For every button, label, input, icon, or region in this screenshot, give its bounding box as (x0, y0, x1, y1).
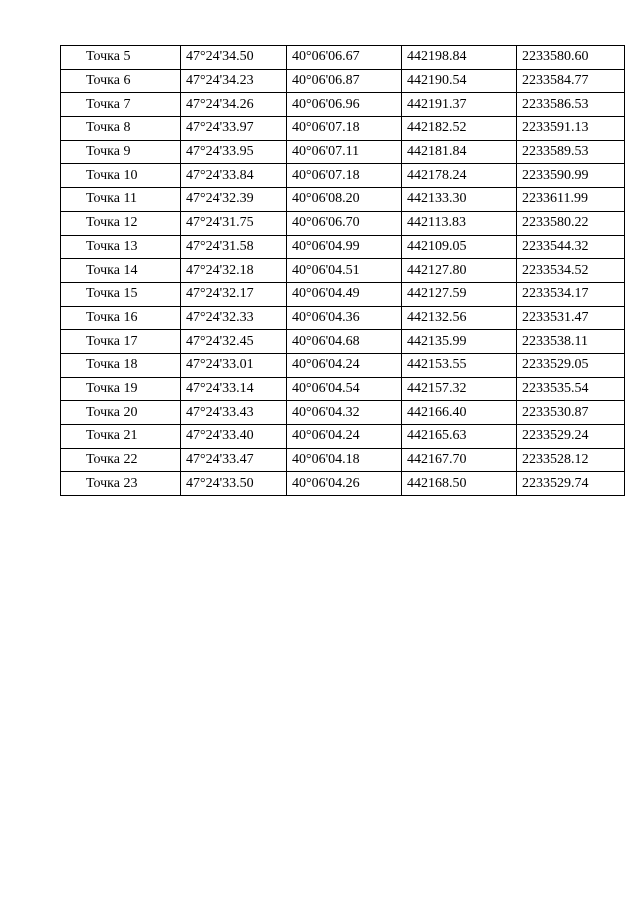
table-row (61, 330, 625, 354)
latitude-cell: 47°24'32.18 (181, 259, 287, 283)
point-name-cell: Точка 9 (61, 140, 181, 164)
table-row (61, 353, 625, 377)
latitude-cell: 47°24'33.40 (181, 425, 287, 449)
x-coordinate-cell: 442127.59 (402, 282, 517, 306)
y-coordinate-cell: 2233531.47 (517, 306, 625, 330)
table-row (61, 472, 625, 496)
latitude-cell: 47°24'32.33 (181, 306, 287, 330)
longitude-cell: 40°06'07.18 (287, 164, 402, 188)
latitude-cell: 47°24'33.95 (181, 140, 287, 164)
point-name-cell: Точка 19 (61, 377, 181, 401)
table-row (61, 164, 625, 188)
longitude-cell: 40°06'08.20 (287, 188, 402, 212)
table-row (61, 448, 625, 472)
point-name-cell: Точка 5 (61, 46, 181, 70)
x-coordinate-cell: 442109.05 (402, 235, 517, 259)
point-name-cell: Точка 22 (61, 448, 181, 472)
latitude-cell: 47°24'33.01 (181, 353, 287, 377)
y-coordinate-cell: 2233580.22 (517, 211, 625, 235)
table-row (61, 140, 625, 164)
point-name-cell: Точка 13 (61, 235, 181, 259)
latitude-cell: 47°24'33.97 (181, 117, 287, 141)
y-coordinate-cell: 2233534.17 (517, 282, 625, 306)
longitude-cell: 40°06'04.18 (287, 448, 402, 472)
point-name-cell: Точка 6 (61, 69, 181, 93)
longitude-cell: 40°06'07.18 (287, 117, 402, 141)
y-coordinate-cell: 2233591.13 (517, 117, 625, 141)
table-row (61, 46, 625, 70)
longitude-cell: 40°06'04.36 (287, 306, 402, 330)
x-coordinate-cell: 442113.83 (402, 211, 517, 235)
latitude-cell: 47°24'32.17 (181, 282, 287, 306)
point-name-cell: Точка 14 (61, 259, 181, 283)
y-coordinate-cell: 2233611.99 (517, 188, 625, 212)
table-row (61, 211, 625, 235)
x-coordinate-cell: 442190.54 (402, 69, 517, 93)
y-coordinate-cell: 2233590.99 (517, 164, 625, 188)
longitude-cell: 40°06'06.67 (287, 46, 402, 70)
y-coordinate-cell: 2233529.74 (517, 472, 625, 496)
point-name-cell: Точка 12 (61, 211, 181, 235)
x-coordinate-cell: 442182.52 (402, 117, 517, 141)
latitude-cell: 47°24'34.26 (181, 93, 287, 117)
longitude-cell: 40°06'06.96 (287, 93, 402, 117)
point-name-cell: Точка 10 (61, 164, 181, 188)
coordinates-table (60, 45, 625, 496)
longitude-cell: 40°06'04.26 (287, 472, 402, 496)
x-coordinate-cell: 442135.99 (402, 330, 517, 354)
latitude-cell: 47°24'32.39 (181, 188, 287, 212)
point-name-cell: Точка 8 (61, 117, 181, 141)
x-coordinate-cell: 442127.80 (402, 259, 517, 283)
latitude-cell: 47°24'33.43 (181, 401, 287, 425)
y-coordinate-cell: 2233580.60 (517, 46, 625, 70)
table-row (61, 282, 625, 306)
latitude-cell: 47°24'31.58 (181, 235, 287, 259)
latitude-cell: 47°24'33.47 (181, 448, 287, 472)
y-coordinate-cell: 2233530.87 (517, 401, 625, 425)
coordinates-table-body (61, 46, 625, 496)
longitude-cell: 40°06'06.87 (287, 69, 402, 93)
point-name-cell: Точка 16 (61, 306, 181, 330)
table-row (61, 69, 625, 93)
table-row (61, 377, 625, 401)
point-name-cell: Точка 11 (61, 188, 181, 212)
longitude-cell: 40°06'04.32 (287, 401, 402, 425)
y-coordinate-cell: 2233586.53 (517, 93, 625, 117)
latitude-cell: 47°24'33.50 (181, 472, 287, 496)
x-coordinate-cell: 442181.84 (402, 140, 517, 164)
x-coordinate-cell: 442178.24 (402, 164, 517, 188)
latitude-cell: 47°24'34.50 (181, 46, 287, 70)
table-row (61, 425, 625, 449)
table-row (61, 235, 625, 259)
table-row (61, 117, 625, 141)
table-row (61, 306, 625, 330)
longitude-cell: 40°06'07.11 (287, 140, 402, 164)
table-row (61, 188, 625, 212)
x-coordinate-cell: 442165.63 (402, 425, 517, 449)
latitude-cell: 47°24'34.23 (181, 69, 287, 93)
point-name-cell: Точка 21 (61, 425, 181, 449)
x-coordinate-cell: 442153.55 (402, 353, 517, 377)
x-coordinate-cell: 442157.32 (402, 377, 517, 401)
y-coordinate-cell: 2233528.12 (517, 448, 625, 472)
point-name-cell: Точка 18 (61, 353, 181, 377)
point-name-cell: Точка 23 (61, 472, 181, 496)
latitude-cell: 47°24'31.75 (181, 211, 287, 235)
y-coordinate-cell: 2233535.54 (517, 377, 625, 401)
longitude-cell: 40°06'04.24 (287, 425, 402, 449)
latitude-cell: 47°24'33.84 (181, 164, 287, 188)
y-coordinate-cell: 2233589.53 (517, 140, 625, 164)
latitude-cell: 47°24'32.45 (181, 330, 287, 354)
x-coordinate-cell: 442191.37 (402, 93, 517, 117)
y-coordinate-cell: 2233584.77 (517, 69, 625, 93)
table-row (61, 259, 625, 283)
longitude-cell: 40°06'04.99 (287, 235, 402, 259)
y-coordinate-cell: 2233544.32 (517, 235, 625, 259)
latitude-cell: 47°24'33.14 (181, 377, 287, 401)
longitude-cell: 40°06'04.24 (287, 353, 402, 377)
point-name-cell: Точка 20 (61, 401, 181, 425)
y-coordinate-cell: 2233529.24 (517, 425, 625, 449)
x-coordinate-cell: 442198.84 (402, 46, 517, 70)
longitude-cell: 40°06'04.54 (287, 377, 402, 401)
point-name-cell: Точка 17 (61, 330, 181, 354)
longitude-cell: 40°06'04.51 (287, 259, 402, 283)
longitude-cell: 40°06'04.68 (287, 330, 402, 354)
x-coordinate-cell: 442166.40 (402, 401, 517, 425)
y-coordinate-cell: 2233538.11 (517, 330, 625, 354)
x-coordinate-cell: 442132.56 (402, 306, 517, 330)
point-name-cell: Точка 15 (61, 282, 181, 306)
point-name-cell: Точка 7 (61, 93, 181, 117)
x-coordinate-cell: 442133.30 (402, 188, 517, 212)
longitude-cell: 40°06'04.49 (287, 282, 402, 306)
y-coordinate-cell: 2233529.05 (517, 353, 625, 377)
table-row (61, 93, 625, 117)
y-coordinate-cell: 2233534.52 (517, 259, 625, 283)
x-coordinate-cell: 442168.50 (402, 472, 517, 496)
x-coordinate-cell: 442167.70 (402, 448, 517, 472)
table-row (61, 401, 625, 425)
longitude-cell: 40°06'06.70 (287, 211, 402, 235)
